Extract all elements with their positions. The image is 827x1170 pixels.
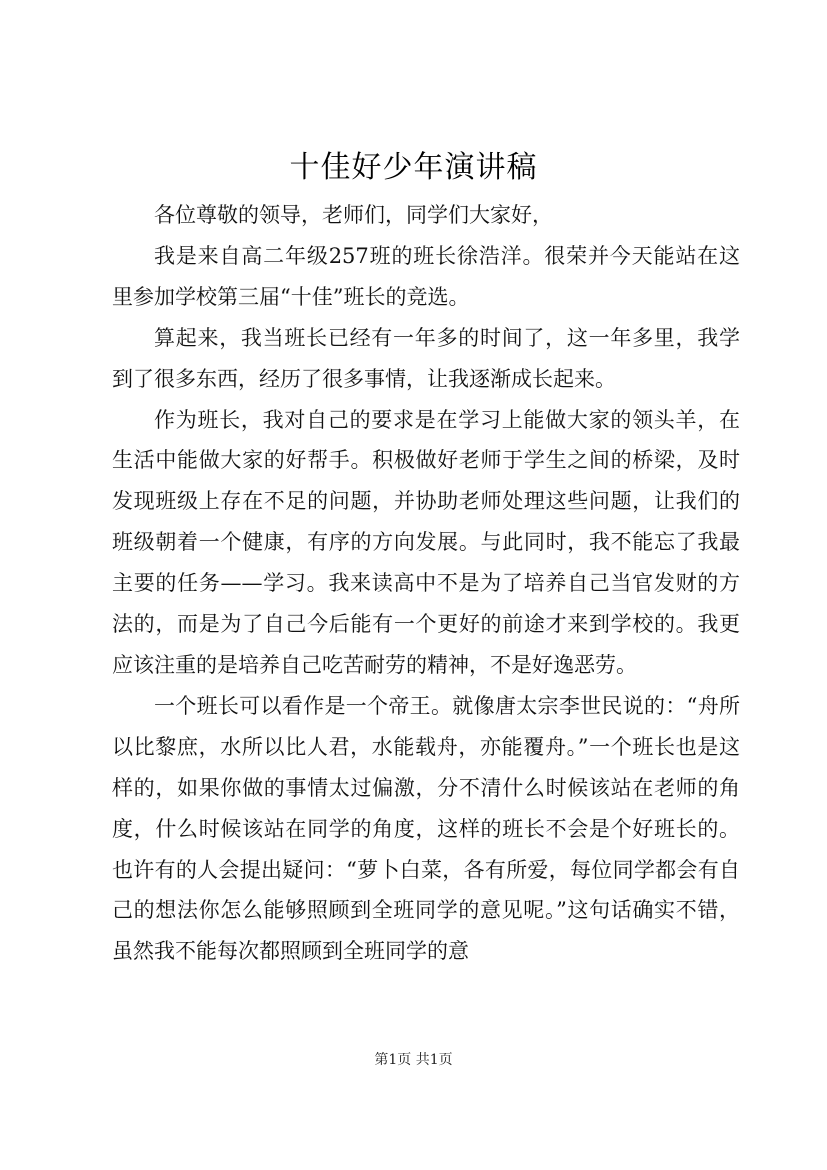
document-body bbox=[112, 195, 740, 972]
paragraph-responsibilities: 作为班长，我对自己的要求是在学习上能做大家的领头羊，在生活中能做大家的好帮手。积极做好老师于学生之间的桥梁，及时发现班级上存在不足的问题，并协助老师处理这些问题，让我们的班级朝着一个健康，有序的方向发展。与此同时，我不能忘了我最主要的任务——学习。我来读高中不是为了培养自己当官发财的方法的，而是为了自己今后能有一个更好的前途才来到学校的。我更应该注重的是培养自己吃苦耐劳的精神，不是好逸恶劳。 bbox=[112, 407, 740, 677]
paragraph-introduction: 我是来自高二年级257班的班长徐浩洋。很荣并今天能站在这里参加学校第三届“十佳”班长的竞选。 bbox=[112, 243, 740, 309]
page-number-footer: 第1页 共1页 bbox=[374, 1052, 453, 1068]
paragraph-monitor-as-emperor: 一个班长可以看作是一个帝王。就像唐太宗李世民说的：“舟所以比黎庶，水所以比人君，水能载舟，亦能覆舟。”一个班长也是这样的，如果你做的事情太过偏激，分不清什么时候该站在老师的角度，什么时候该站在同学的角度，这样的班长不会是个好班长的。也许有的人会提出疑问：“萝卜白菜，各有所爱，每位同学都会有自己的想法你怎么能够照顾到全班同学的意见呢。”这句话确实不错，虽然我不能每次都照顾到全班同学的意 bbox=[112, 693, 740, 964]
paragraph-experience: 算起来，我当班长已经有一年多的时间了，这一年多里，我学到了很多东西，经历了很多事情，让我逐渐成长起来。 bbox=[112, 325, 740, 391]
paragraph-greeting: 各位尊敬的领导，老师们，同学们大家好， bbox=[154, 203, 553, 227]
document-title: 十佳好少年演讲稿 bbox=[289, 150, 538, 185]
